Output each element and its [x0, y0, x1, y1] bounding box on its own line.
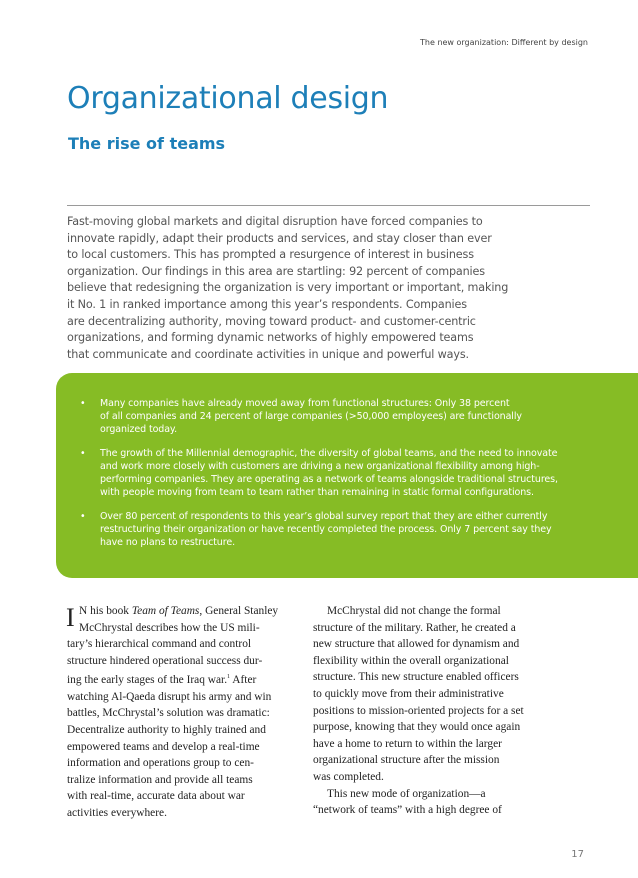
callout-bullet [80, 447, 590, 499]
page-number: 17 [571, 849, 584, 860]
bullet-icon: • [80, 511, 86, 522]
body-line: positions to mission-oriented projects for a set [313, 704, 524, 717]
body-line [67, 603, 297, 620]
body-line: to quickly move from their administrative [313, 687, 504, 700]
body-line: structure hindered operational success dur- [67, 654, 263, 667]
body-column-left [67, 603, 297, 822]
bullet-line: of all companies and 24 percent of large companies (>50,000 employees) are functionally [100, 411, 522, 422]
body-line: This new mode of organization—a [327, 787, 486, 800]
callout-bullet [80, 510, 590, 549]
body-line: battles, McChrystal’s solution was dramatic: [67, 707, 270, 720]
bullet-icon: • [80, 448, 86, 459]
callout-bullet [80, 397, 590, 436]
bullet-line: Over 80 percent of respondents to this year’s global survey report that they are either currently [100, 511, 548, 522]
body-text: , General Stanley [199, 605, 279, 617]
body-line: watching Al-Qaeda disrupt his army and win [67, 690, 272, 703]
drop-cap: I [66, 603, 75, 632]
intro-line: organization. Our findings in this area are startling: 92 percent of companies [67, 264, 485, 278]
body-line: empowered teams and develop a real-time [67, 740, 260, 753]
body-line: “network of teams” with a high degree of [313, 804, 502, 817]
body-text: N his book [79, 605, 132, 617]
body-line: with real-time, accurate data about war [67, 790, 245, 803]
body-text: After [230, 674, 257, 687]
intro-line: that communicate and coordinate activities in unique and powerful ways. [67, 347, 469, 361]
page-subtitle: The rise of teams [68, 134, 226, 153]
body-line: organizational structure after the mission [313, 754, 500, 767]
bullet-line: The growth of the Millennial demographic, the diversity of global teams, and the need to innovate [100, 448, 558, 459]
body-line: have a home to return to within the larger [313, 737, 502, 750]
bullet-line: performing companies. They are operating as a network of teams alongside traditional structures, [100, 474, 558, 485]
bullet-icon: • [80, 398, 86, 409]
body-line: tralize information and provide all teams [67, 773, 253, 786]
running-header: The new organization: Different by design [420, 38, 588, 47]
bullet-line: have no plans to restructure. [100, 537, 235, 548]
bullet-line: restructuring their organization or have recently completed the process. Only 7 percent say they [100, 524, 552, 535]
page-title: Organizational design [67, 81, 389, 116]
section-divider [67, 205, 590, 206]
intro-line: believe that redesigning the organization is very important or important, making [67, 281, 509, 295]
body-line: structure of the military. Rather, he created a [313, 621, 516, 634]
intro-line: organizations, and forming dynamic networks of highly empowered teams [67, 331, 474, 345]
footnote-marker: 1 [227, 674, 231, 681]
body-line: activities everywhere. [67, 806, 167, 819]
bullet-line: with people moving from team to team rather than remaining in static formal configurations. [100, 487, 534, 498]
intro-line: it No. 1 in ranked importance among this year’s respondents. Companies [67, 297, 467, 311]
intro-line: innovate rapidly, adapt their products and services, and stay closer than ever [67, 231, 492, 245]
body-line: flexibility within the overall organizational [313, 654, 509, 667]
intro-paragraph [67, 214, 527, 363]
body-line: information and operations group to cen- [67, 757, 254, 770]
body-line: was completed. [313, 770, 384, 783]
bullet-line: organized today. [100, 424, 178, 435]
bullet-line: Many companies have already moved away from functional structures: Only 38 percent [100, 398, 510, 409]
body-line: McChrystal did not change the formal [327, 605, 501, 617]
body-line [67, 669, 297, 688]
body-line: Decentralize authority to highly trained and [67, 723, 266, 736]
intro-line: Fast-moving global markets and digital disruption have forced companies to [67, 215, 483, 228]
callout-box [56, 373, 638, 578]
body-line: new structure that allowed for dynamism and [313, 638, 520, 651]
intro-line: to local customers. This has prompted a resurgence of interest in business [67, 248, 474, 262]
body-column-right [313, 603, 543, 819]
body-line: tary’s hierarchical command and control [67, 638, 252, 651]
intro-line: are decentralizing authority, moving toward product- and customer-centric [67, 314, 476, 328]
callout-bullet-list [80, 397, 590, 560]
body-line: structure. This new structure enabled officers [313, 671, 519, 684]
body-text: ing the early stages of the Iraq war. [67, 674, 228, 687]
book-title: Team of Teams [131, 605, 200, 617]
body-line: purpose, knowing that they would once again [313, 721, 521, 734]
bullet-line: and work more closely with customers are driving a new organizational flexibility among high- [100, 461, 540, 472]
body-line: McChrystal describes how the US mili- [79, 621, 260, 634]
